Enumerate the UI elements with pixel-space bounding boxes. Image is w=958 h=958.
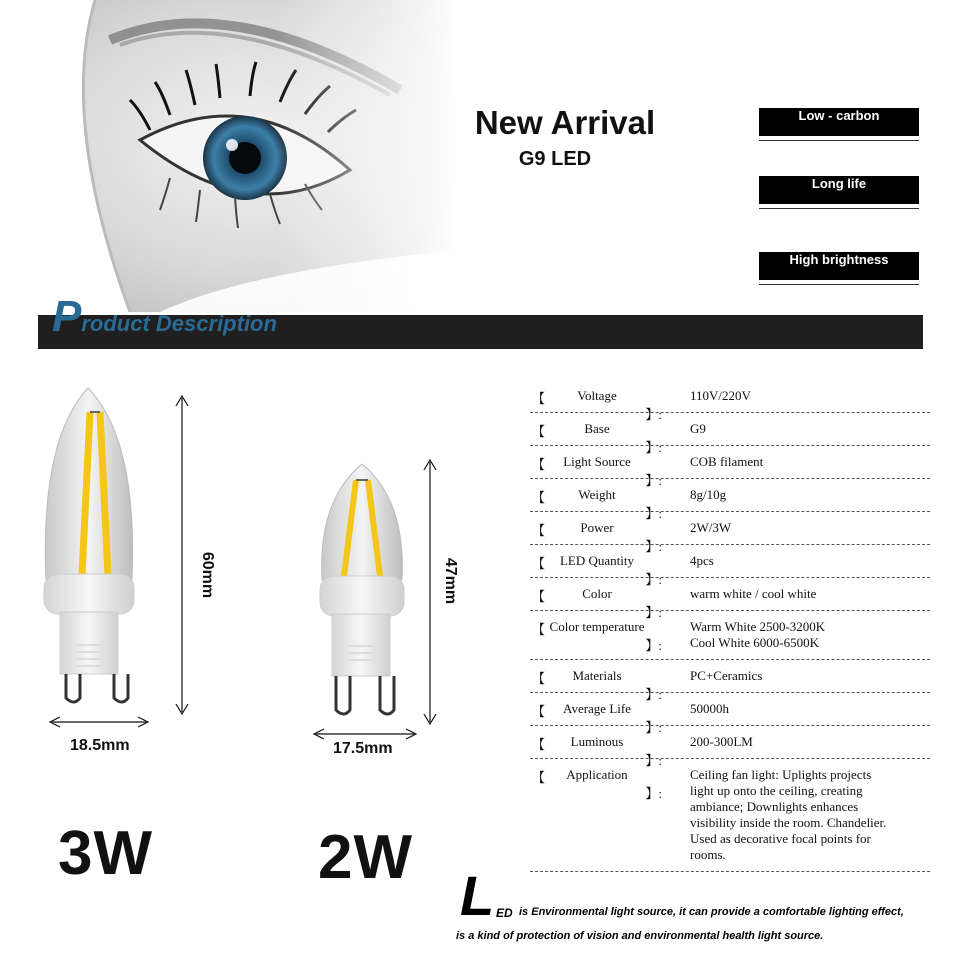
width-arrow-3w (50, 717, 148, 727)
eye-photo (0, 0, 460, 312)
bulb-3w (44, 388, 134, 702)
footer-initial: L (460, 864, 495, 927)
bracket-close: 】: (645, 506, 662, 521)
spec-label-text: Materials (572, 668, 622, 683)
height-arrow-3w (176, 396, 188, 714)
spec-value (690, 767, 930, 863)
spec-value (690, 454, 930, 470)
spec-row (530, 380, 930, 422)
bulb-illustration (0, 380, 470, 780)
spec-value (690, 668, 930, 684)
spec-label (532, 619, 662, 653)
section-title-initial: P (52, 292, 82, 341)
spec-label-text: Color (582, 586, 612, 601)
spec-label (532, 487, 662, 521)
bracket-open: 【 (532, 424, 546, 439)
bracket-close: 】: (645, 687, 662, 702)
spec-label-text: LED Quantity (559, 553, 634, 568)
feature-badge-high-brightness: High brightness (759, 252, 919, 280)
spec-value (690, 586, 930, 602)
spec-row (530, 479, 930, 521)
spec-label-text: Weight (578, 487, 616, 502)
spec-label-text: Luminous (570, 734, 624, 749)
spec-label-text: Voltage (577, 388, 617, 403)
spec-value-line: warm white / cool white (690, 586, 817, 601)
spec-label (532, 586, 662, 620)
bracket-close: 】: (645, 407, 662, 422)
bracket-open: 【 (532, 622, 546, 637)
bracket-open: 【 (532, 556, 546, 571)
bracket-open: 【 (532, 704, 546, 719)
spec-label (532, 668, 662, 702)
hero-subtitle: G9 LED (518, 148, 592, 170)
spec-value-line: visibility inside the room. Chandelier. (690, 815, 887, 830)
spec-value (690, 619, 930, 651)
spec-row (530, 611, 930, 660)
spec-value-line: 50000h (690, 701, 729, 716)
spec-value-line: light up onto the ceiling, creating (690, 783, 863, 798)
spec-label (532, 520, 662, 554)
spec-label-text: Average Life (563, 701, 631, 716)
footer-text-line1: is Environmental light source, it can provide a comfortable lighting effect, (519, 906, 904, 918)
wattage-label-2w: 2W (318, 823, 413, 892)
hero-title: New Arrival (474, 104, 656, 141)
spec-label (532, 767, 662, 801)
bracket-open: 【 (532, 589, 546, 604)
spec-value (690, 701, 930, 717)
spec-value (690, 734, 930, 750)
spec-row (530, 660, 930, 702)
spec-label-text: Light Source (563, 454, 631, 469)
spec-row (530, 512, 930, 554)
feature-badge-low-carbon: Low - carbon (759, 108, 919, 136)
footer-text-line2: is a kind of protection of vision and environmental health light source. (456, 930, 824, 942)
spec-table (530, 380, 930, 872)
bracket-close: 】: (645, 440, 662, 455)
spec-label-text: Power (580, 520, 614, 535)
bracket-close: 】: (645, 539, 662, 554)
spec-value (690, 487, 930, 503)
bracket-close: 】: (645, 572, 662, 587)
bracket-open: 【 (532, 523, 546, 538)
bracket-close: 】: (645, 720, 662, 735)
spec-label (532, 701, 662, 735)
spec-value-line: 4pcs (690, 553, 714, 568)
section-title-rest: roduct Description (81, 311, 277, 336)
spec-row (530, 759, 930, 872)
footer-initial-rest: ED (496, 906, 513, 920)
spec-row (530, 726, 930, 768)
wattage-label-3w: 3W (58, 819, 153, 888)
spec-row (530, 413, 930, 455)
spec-label (532, 553, 662, 587)
spec-value-line: 8g/10g (690, 487, 727, 502)
bracket-open: 【 (532, 737, 546, 752)
spec-value-line: rooms. (690, 847, 726, 862)
bracket-close: 】: (645, 473, 662, 488)
spec-value (690, 520, 930, 536)
section-title (52, 292, 277, 342)
spec-label (532, 454, 662, 488)
bracket-close: 】: (645, 786, 662, 801)
bracket-close: 】: (645, 753, 662, 768)
bracket-close: 】: (645, 638, 662, 653)
spec-label (532, 421, 662, 455)
spec-value-line: G9 (690, 421, 706, 436)
width-label-3w: 18.5mm (70, 737, 130, 754)
spec-value-line: PC+Ceramics (690, 668, 763, 683)
spec-label-text: Color temperature (549, 619, 645, 634)
spec-value-line: Used as decorative focal points for (690, 831, 871, 846)
height-label-3w: 60mm (199, 551, 217, 599)
width-label-2w: 17.5mm (333, 740, 393, 757)
spec-value-line: COB filament (690, 454, 764, 469)
spec-value-line: 110V/220V (690, 388, 751, 403)
spec-value-line: Ceiling fan light: Uplights projects (690, 767, 872, 782)
spec-row (530, 446, 930, 488)
spec-row (530, 693, 930, 735)
spec-row (530, 545, 930, 587)
spec-label-text: Base (584, 421, 610, 436)
spec-value-line: 200-300LM (690, 734, 753, 749)
hero-section (0, 0, 958, 312)
spec-value-line: ambiance; Downlights enhances (690, 799, 859, 814)
spec-row (530, 578, 930, 620)
height-label-2w: 47mm (442, 557, 460, 605)
width-arrow-2w (314, 729, 416, 739)
bracket-open: 【 (532, 457, 546, 472)
spec-value-line: 2W/3W (690, 520, 732, 535)
spec-value-line: Cool White 6000-6500K (690, 635, 820, 650)
spec-value-line: Warm White 2500-3200K (690, 619, 826, 634)
spec-label (532, 734, 662, 768)
bracket-open: 【 (532, 490, 546, 505)
bracket-close: 】: (645, 605, 662, 620)
spec-value (690, 553, 930, 569)
feature-badge-long-life: Long life (759, 176, 919, 204)
height-arrow-2w (424, 460, 436, 724)
spec-label-text: Application (566, 767, 628, 782)
bracket-open: 【 (532, 770, 546, 785)
bracket-open: 【 (532, 391, 546, 406)
spec-value (690, 388, 930, 404)
bulb-2w (320, 464, 404, 714)
bracket-open: 【 (532, 671, 546, 686)
spec-value (690, 421, 930, 437)
spec-label (532, 388, 662, 422)
